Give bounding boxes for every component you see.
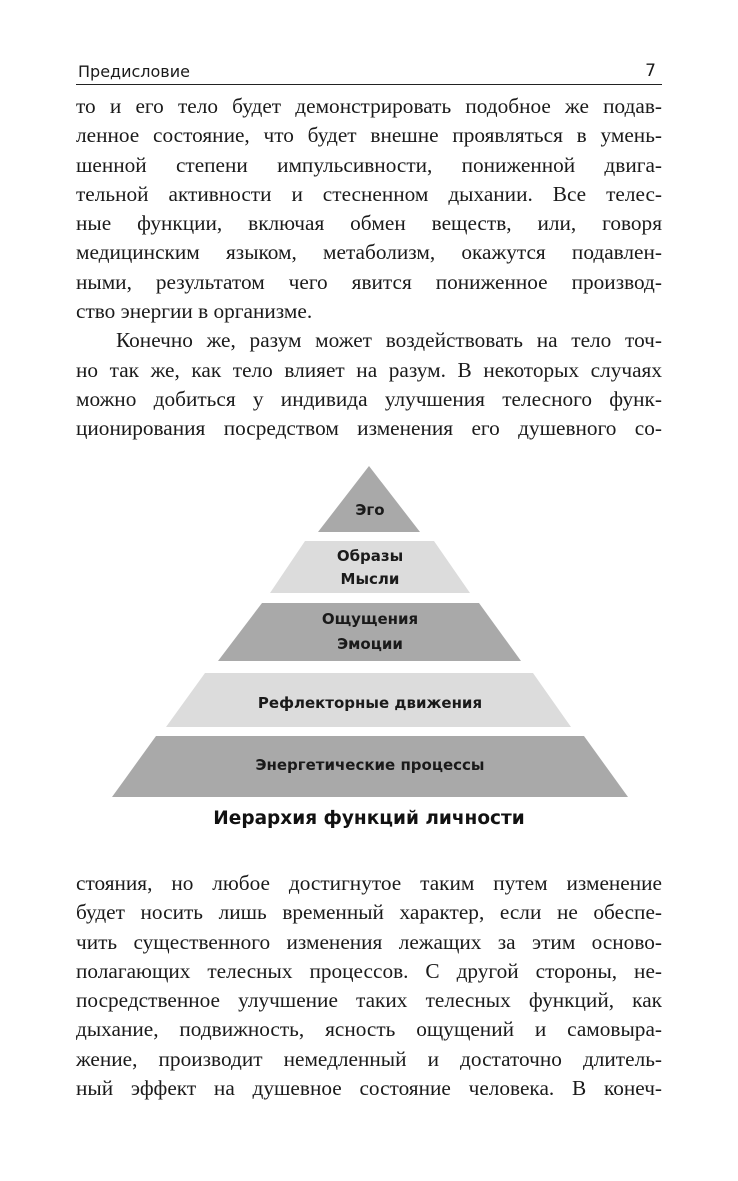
section-title: Предисловие <box>78 62 190 81</box>
text-line: можно добиться у индивида улучшения телесного функ- <box>76 386 662 411</box>
text-line: будет носить лишь временный характер, если не обеспе- <box>76 900 662 925</box>
text-line: ство энергии в организме. <box>76 299 313 324</box>
pyramid-label-ego: Эго <box>355 501 385 519</box>
text-line: медицинским языком, метаболизм, окажутся подавлен- <box>76 240 662 265</box>
text-line: чить существенного изменения лежащих за этим осново- <box>76 929 662 954</box>
pyramid-level-ego <box>318 466 420 532</box>
text-line: жение, производит немедленный и достаточно длитель- <box>76 1046 662 1071</box>
body-text-top <box>76 92 662 444</box>
page-number: 7 <box>645 61 656 81</box>
pyramid-label-images: Образы <box>336 547 404 565</box>
text-line: но так же, как тело влияет на разум. В некоторых случаях <box>76 357 662 382</box>
pyramid-label-emotions: Эмоции <box>337 635 403 653</box>
text-line: дыхание, подвижность, ясность ощущений и самовыра- <box>76 1017 662 1042</box>
text-line: ными, результатом чего явится пониженное производ- <box>76 269 662 294</box>
text-line: Конечно же, разум может воздействовать на тело точ- <box>116 328 662 353</box>
text-line: тельной активности и стесненном дыхании. Все телес- <box>76 181 662 206</box>
page-header <box>76 58 662 85</box>
text-line: стояния, но любое достигнутое таким путем изменение <box>76 871 662 895</box>
text-line: ционирования посредством изменения его душевного со- <box>76 416 662 441</box>
pyramid-diagram <box>0 460 738 805</box>
pyramid-label-reflex-movements: Рефлекторные движения <box>257 694 483 712</box>
pyramid-label-sensations: Ощущения <box>321 610 419 628</box>
pyramid-label-thoughts: Мысли <box>340 570 400 588</box>
body-text-bottom <box>76 869 662 1103</box>
text-line: ный эффект на душевное состояние человека. В конеч- <box>76 1076 662 1101</box>
text-line: посредственное улучшение таких телесных функций, как <box>76 988 662 1013</box>
figure-caption: Иерархия функций личности <box>213 808 525 829</box>
pyramid-figure <box>0 460 738 850</box>
text-line: шенной степени импульсивности, пониженной двига- <box>76 152 662 177</box>
text-line: ные функции, включая обмен веществ, или, говоря <box>76 211 662 236</box>
text-line: ленное состояние, что будет внешне проявляться в умень- <box>76 123 662 148</box>
text-line: полагающих телесных процессов. С другой стороны, не- <box>76 958 662 983</box>
text-line: то и его тело будет демонстрировать подобное же подав- <box>76 94 662 118</box>
pyramid-label-energy-processes: Энергетические процессы <box>255 756 485 774</box>
